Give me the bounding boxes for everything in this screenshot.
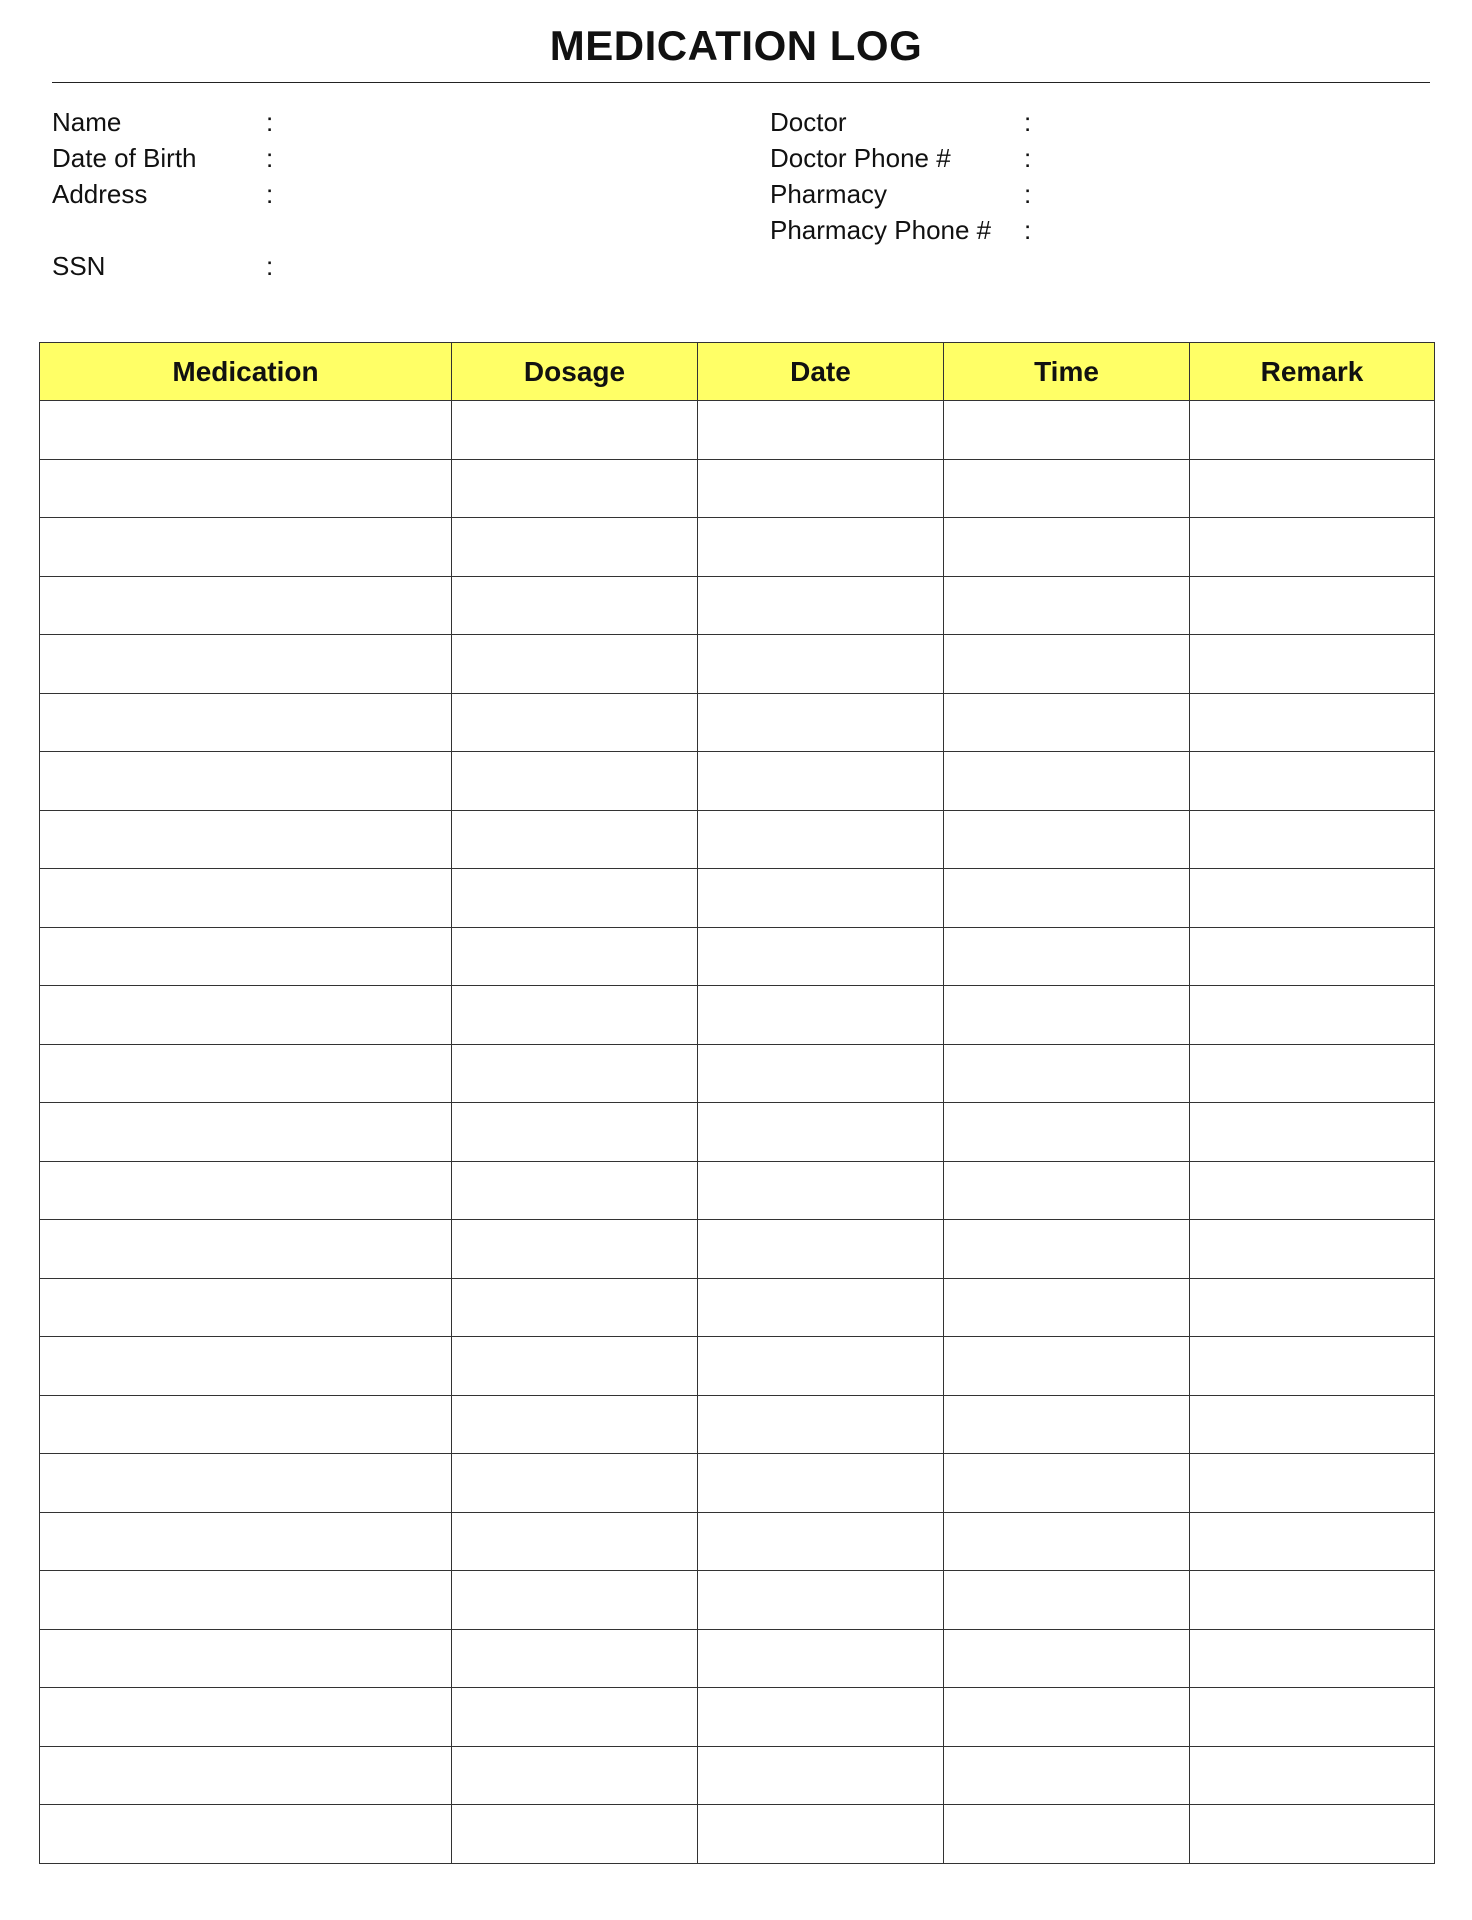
dosage-cell[interactable] (452, 576, 698, 635)
table-row (40, 810, 1435, 869)
time-cell[interactable] (944, 1805, 1190, 1864)
doctor-phone-field-row[interactable] (770, 140, 1330, 176)
remark-cell[interactable] (1190, 635, 1435, 694)
dosage-cell[interactable] (452, 693, 698, 752)
table-body (40, 401, 1435, 1864)
dosage-cell[interactable] (452, 1805, 698, 1864)
medication-cell[interactable] (40, 401, 452, 460)
table-row (40, 1395, 1435, 1454)
time-cell[interactable] (944, 635, 1190, 694)
time-cell[interactable] (944, 752, 1190, 811)
time-cell[interactable] (944, 1454, 1190, 1513)
doctor-field-row[interactable] (770, 104, 1330, 140)
medication-cell[interactable] (40, 869, 452, 928)
time-cell[interactable] (944, 986, 1190, 1045)
table-row (40, 1629, 1435, 1688)
dosage-cell[interactable] (452, 1688, 698, 1747)
remark-cell[interactable] (1190, 869, 1435, 928)
remark-cell[interactable] (1190, 401, 1435, 460)
time-cell[interactable] (944, 927, 1190, 986)
time-cell[interactable] (944, 1220, 1190, 1279)
medication-cell[interactable] (40, 1395, 452, 1454)
date-cell[interactable] (698, 1688, 944, 1747)
remark-cell[interactable] (1190, 693, 1435, 752)
remark-cell[interactable] (1190, 1220, 1435, 1279)
pharmacy-field-row[interactable] (770, 176, 1330, 212)
dosage-cell[interactable] (452, 752, 698, 811)
date-cell[interactable] (698, 810, 944, 869)
time-cell[interactable] (944, 1161, 1190, 1220)
table-row (40, 1278, 1435, 1337)
date-cell[interactable] (698, 869, 944, 928)
remark-cell[interactable] (1190, 810, 1435, 869)
dosage-cell[interactable] (452, 1103, 698, 1162)
medication-cell[interactable] (40, 986, 452, 1045)
medication-cell[interactable] (40, 459, 452, 518)
remark-cell[interactable] (1190, 1571, 1435, 1630)
medication-cell[interactable] (40, 1161, 452, 1220)
medication-log-table (39, 342, 1435, 1864)
remark-cell[interactable] (1190, 1629, 1435, 1688)
date-cell[interactable] (698, 1746, 944, 1805)
dosage-cell[interactable] (452, 1454, 698, 1513)
date-cell[interactable] (698, 1103, 944, 1162)
document-title: MEDICATION LOG (549, 22, 923, 69)
remark-cell[interactable] (1190, 1103, 1435, 1162)
doctor-phone-label: Doctor Phone # (770, 143, 951, 173)
time-cell[interactable] (944, 869, 1190, 928)
remark-cell[interactable] (1190, 1161, 1435, 1220)
ssn-label: SSN (52, 251, 106, 281)
pharmacy-label: Pharmacy (770, 179, 888, 209)
dosage-cell[interactable] (452, 986, 698, 1045)
column-header-time: Time (944, 343, 1190, 401)
table-row (40, 1220, 1435, 1279)
dosage-cell[interactable] (452, 1629, 698, 1688)
title-divider (52, 82, 1430, 83)
date-cell[interactable] (698, 752, 944, 811)
column-header-medication: Medication (40, 343, 452, 401)
dosage-cell[interactable] (452, 810, 698, 869)
table-row (40, 986, 1435, 1045)
medication-cell[interactable] (40, 1688, 452, 1747)
medication-cell[interactable] (40, 576, 452, 635)
table-row (40, 1746, 1435, 1805)
date-cell[interactable] (698, 401, 944, 460)
table-row (40, 518, 1435, 577)
address-label: Address (52, 179, 148, 209)
dosage-cell[interactable] (452, 1337, 698, 1396)
medication-cell[interactable] (40, 1805, 452, 1864)
table-header-row (40, 343, 1435, 401)
time-cell[interactable] (944, 1688, 1190, 1747)
date-cell[interactable] (698, 1278, 944, 1337)
medication-cell[interactable] (40, 1220, 452, 1279)
medication-cell[interactable] (40, 1571, 452, 1630)
remark-cell[interactable] (1190, 1805, 1435, 1864)
date-cell[interactable] (698, 1571, 944, 1630)
table-row (40, 576, 1435, 635)
table-row (40, 1161, 1435, 1220)
dosage-cell[interactable] (452, 518, 698, 577)
pharmacy-phone-separator: : (1024, 215, 1032, 245)
date-cell[interactable] (698, 927, 944, 986)
table-row (40, 869, 1435, 928)
column-header-remark: Remark (1190, 343, 1435, 401)
address-field-row[interactable] (52, 176, 612, 212)
table-row (40, 927, 1435, 986)
medication-cell[interactable] (40, 1454, 452, 1513)
date-cell[interactable] (698, 635, 944, 694)
dosage-cell[interactable] (452, 1161, 698, 1220)
time-cell[interactable] (944, 1337, 1190, 1396)
table-row (40, 1454, 1435, 1513)
time-cell[interactable] (944, 1512, 1190, 1571)
time-cell[interactable] (944, 1571, 1190, 1630)
remark-cell[interactable] (1190, 1337, 1435, 1396)
remark-cell[interactable] (1190, 752, 1435, 811)
pharmacy-phone-label: Pharmacy Phone # (770, 215, 992, 245)
column-header-dosage: Dosage (452, 343, 698, 401)
time-cell[interactable] (944, 1044, 1190, 1103)
date-cell[interactable] (698, 1395, 944, 1454)
medication-cell[interactable] (40, 518, 452, 577)
medication-cell[interactable] (40, 1278, 452, 1337)
date-cell[interactable] (698, 693, 944, 752)
ssn-separator: : (266, 251, 274, 281)
pharmacy-separator: : (1024, 179, 1032, 209)
remark-cell[interactable] (1190, 1278, 1435, 1337)
table-row (40, 1688, 1435, 1747)
medication-cell[interactable] (40, 752, 452, 811)
remark-cell[interactable] (1190, 1512, 1435, 1571)
medication-cell[interactable] (40, 1512, 452, 1571)
table-row (40, 401, 1435, 460)
dosage-cell[interactable] (452, 459, 698, 518)
table-row (40, 459, 1435, 518)
medication-cell[interactable] (40, 927, 452, 986)
medication-cell[interactable] (40, 635, 452, 694)
doctor-label: Doctor (770, 107, 847, 137)
patient-info-section (52, 104, 612, 284)
medication-cell[interactable] (40, 693, 452, 752)
date-cell[interactable] (698, 1629, 944, 1688)
dosage-cell[interactable] (452, 1044, 698, 1103)
dosage-cell[interactable] (452, 635, 698, 694)
date-cell[interactable] (698, 459, 944, 518)
dosage-cell[interactable] (452, 1512, 698, 1571)
medication-cell[interactable] (40, 1629, 452, 1688)
date-cell[interactable] (698, 1512, 944, 1571)
dosage-cell[interactable] (452, 1278, 698, 1337)
remark-cell[interactable] (1190, 986, 1435, 1045)
table-row (40, 752, 1435, 811)
table-row (40, 1805, 1435, 1864)
column-header-date: Date (698, 343, 944, 401)
medication-cell[interactable] (40, 1746, 452, 1805)
dosage-cell[interactable] (452, 1571, 698, 1630)
dosage-cell[interactable] (452, 401, 698, 460)
name-separator: : (266, 107, 274, 137)
time-cell[interactable] (944, 459, 1190, 518)
remark-cell[interactable] (1190, 1688, 1435, 1747)
dosage-cell[interactable] (452, 927, 698, 986)
medication-cell[interactable] (40, 1337, 452, 1396)
dob-field-row[interactable] (52, 140, 612, 176)
dob-label: Date of Birth (52, 143, 197, 173)
date-cell[interactable] (698, 1161, 944, 1220)
medication-cell[interactable] (40, 1044, 452, 1103)
time-cell[interactable] (944, 518, 1190, 577)
ssn-field-row[interactable] (52, 248, 612, 284)
remark-cell[interactable] (1190, 1746, 1435, 1805)
time-cell[interactable] (944, 1629, 1190, 1688)
doctor-separator: : (1024, 107, 1032, 137)
table-row (40, 1571, 1435, 1630)
date-cell[interactable] (698, 576, 944, 635)
time-cell[interactable] (944, 1395, 1190, 1454)
date-cell[interactable] (698, 1337, 944, 1396)
remark-cell[interactable] (1190, 518, 1435, 577)
table-row (40, 1103, 1435, 1162)
dosage-cell[interactable] (452, 1395, 698, 1454)
remark-cell[interactable] (1190, 1454, 1435, 1513)
doctor-phone-separator: : (1024, 143, 1032, 173)
date-cell[interactable] (698, 1220, 944, 1279)
date-cell[interactable] (698, 1044, 944, 1103)
remark-cell[interactable] (1190, 1044, 1435, 1103)
dosage-cell[interactable] (452, 1746, 698, 1805)
dosage-cell[interactable] (452, 869, 698, 928)
dob-separator: : (266, 143, 274, 173)
date-cell[interactable] (698, 986, 944, 1045)
remark-cell[interactable] (1190, 459, 1435, 518)
table-row (40, 1044, 1435, 1103)
medication-cell[interactable] (40, 810, 452, 869)
time-cell[interactable] (944, 1103, 1190, 1162)
medication-cell[interactable] (40, 1103, 452, 1162)
time-cell[interactable] (944, 576, 1190, 635)
time-cell[interactable] (944, 1278, 1190, 1337)
date-cell[interactable] (698, 1454, 944, 1513)
date-cell[interactable] (698, 1805, 944, 1864)
remark-cell[interactable] (1190, 576, 1435, 635)
time-cell[interactable] (944, 1746, 1190, 1805)
table-row (40, 1512, 1435, 1571)
table-row (40, 635, 1435, 694)
address-separator: : (266, 179, 274, 209)
table-row (40, 693, 1435, 752)
time-cell[interactable] (944, 401, 1190, 460)
pharmacy-phone-field-row[interactable] (770, 212, 1330, 248)
time-cell[interactable] (944, 810, 1190, 869)
remark-cell[interactable] (1190, 927, 1435, 986)
table-row (40, 1337, 1435, 1396)
remark-cell[interactable] (1190, 1395, 1435, 1454)
dosage-cell[interactable] (452, 1220, 698, 1279)
time-cell[interactable] (944, 693, 1190, 752)
name-field-row[interactable] (52, 104, 612, 140)
date-cell[interactable] (698, 518, 944, 577)
provider-info-section (770, 104, 1330, 248)
name-label: Name (52, 107, 122, 137)
